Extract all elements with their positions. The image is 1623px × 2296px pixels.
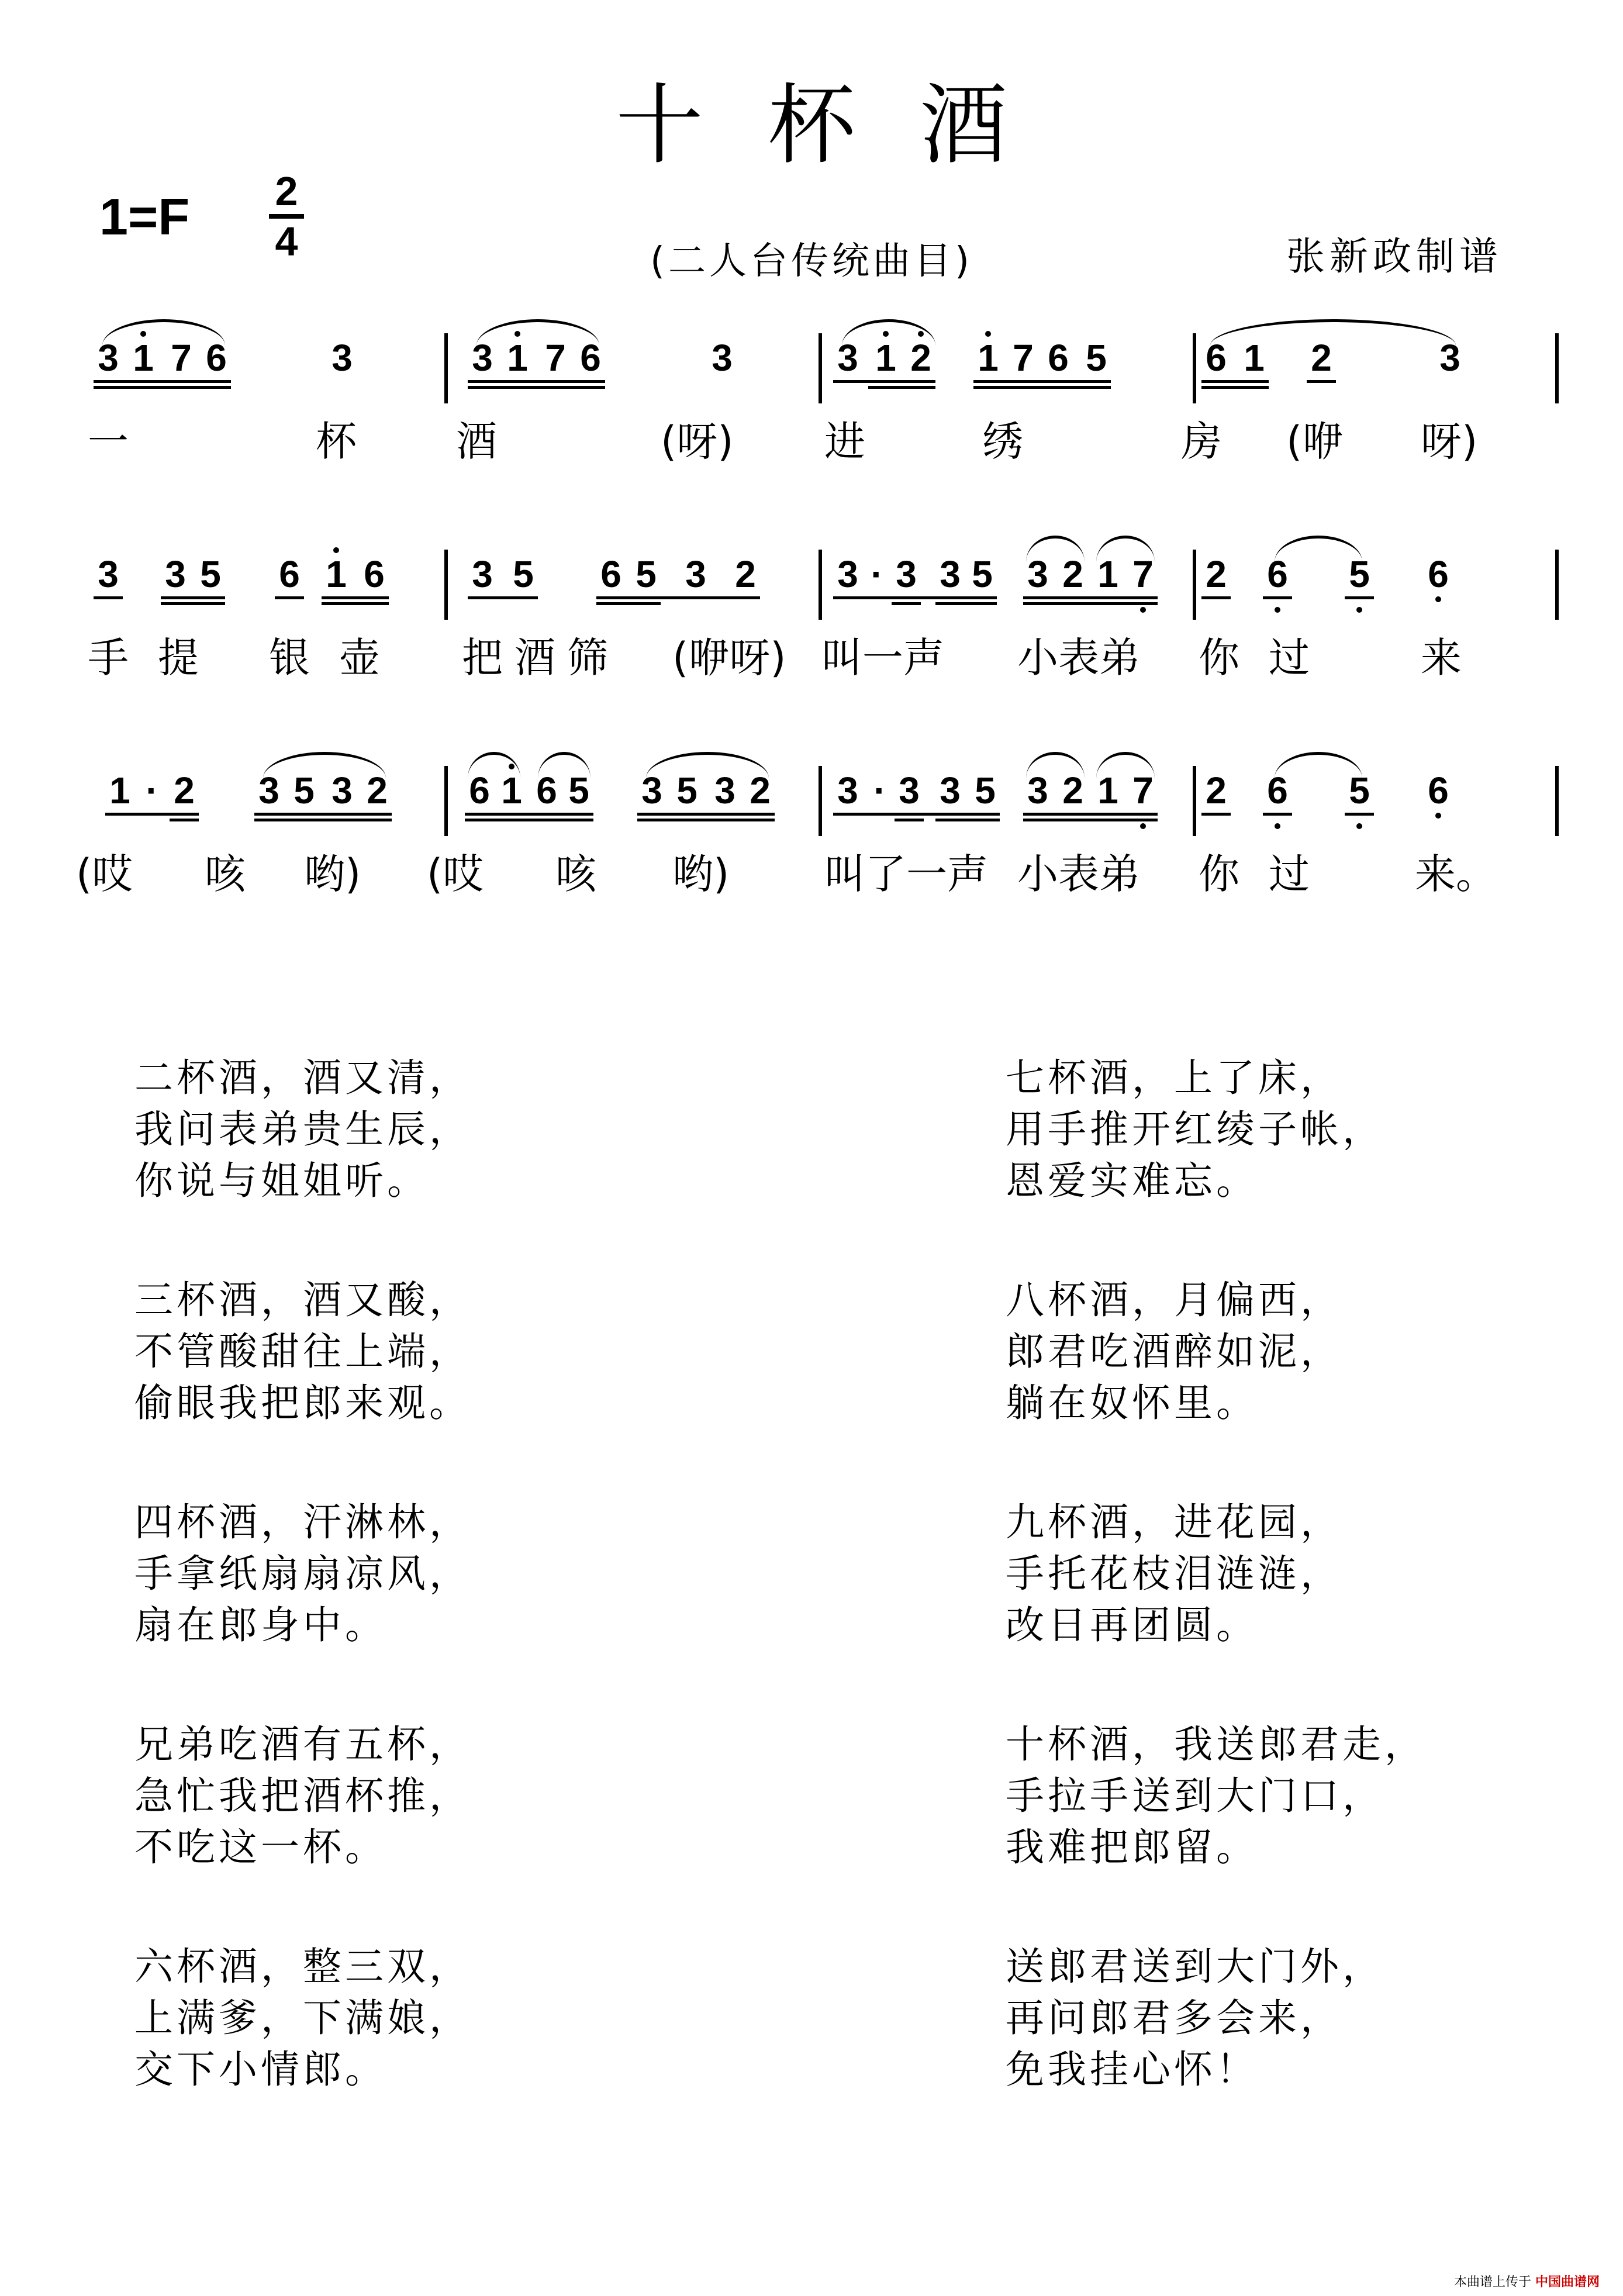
lyric: 小表弟 (1017, 634, 1140, 682)
note: 3 (940, 769, 961, 812)
beam (1263, 813, 1292, 816)
beam (637, 819, 775, 821)
note: 7 (171, 337, 192, 379)
song-title: 十杯酒 (615, 75, 1072, 177)
note: 6 (1048, 337, 1069, 379)
note: 3 (1027, 553, 1048, 595)
note: 7 (1128, 772, 1158, 809)
lyric: 叫了一声 (824, 850, 988, 898)
beam (1023, 602, 1158, 605)
note: 5 (200, 553, 221, 595)
beam (468, 380, 605, 383)
verse-line: 四杯酒，汗淋林， (134, 1500, 471, 1545)
slur (1026, 752, 1085, 778)
note: 1 (322, 555, 351, 593)
note: 1 (1097, 553, 1118, 595)
slur (468, 752, 520, 778)
notes-row (88, 532, 1561, 614)
note: 6 (469, 769, 490, 812)
notes-row (88, 316, 1561, 398)
note: 3 (837, 769, 858, 812)
beam (465, 819, 593, 821)
barline (1555, 333, 1559, 403)
beam (1201, 380, 1269, 383)
verse-left-1 (134, 1052, 471, 1207)
verse-line: 再问郎君多会来， (1006, 1995, 1342, 2040)
verse-line: 用手推开红绫子帐， (1006, 1107, 1384, 1152)
slur (1275, 536, 1362, 562)
note: 5 (568, 769, 589, 812)
slur (538, 752, 591, 778)
verse-right-1 (1006, 1052, 1384, 1207)
beam (973, 380, 1111, 383)
note: 6 (580, 337, 601, 379)
verse-left-3 (134, 1497, 471, 1651)
verse-line: 躺在奴怀里。 (1006, 1380, 1258, 1425)
note: 3 (331, 337, 353, 379)
lyric: 来 (1421, 634, 1462, 682)
verse-line: 手拿纸扇扇凉风， (134, 1551, 471, 1596)
note: 2 (1206, 769, 1227, 812)
beam (833, 813, 1000, 816)
note: 6 (1424, 555, 1453, 593)
note: 6 (1206, 337, 1227, 379)
verse-line: 我难把郎留。 (1006, 1825, 1258, 1870)
note: 3 (98, 553, 119, 595)
beam (468, 596, 538, 599)
note: 2 (1062, 769, 1083, 812)
lyric: 咳 (555, 850, 596, 898)
note: 5 (513, 553, 534, 595)
note: 5 (293, 769, 315, 812)
verse-right-5 (1006, 1941, 1384, 2095)
note: 3 (837, 337, 858, 379)
note: 5 (1086, 337, 1107, 379)
slur (102, 319, 225, 346)
slur (476, 319, 599, 346)
note: · (871, 553, 883, 595)
beam (1201, 386, 1269, 389)
lyric: 叫一声 (821, 634, 944, 682)
note: 6 (1263, 555, 1292, 593)
beam (465, 813, 593, 816)
beam (161, 596, 225, 599)
slur (1096, 536, 1155, 562)
note: 6 (600, 553, 621, 595)
lyric: 哟) (304, 850, 361, 898)
note: 1 (497, 772, 526, 809)
note: 1 (503, 339, 532, 377)
slur (1096, 752, 1155, 778)
note: 2 (735, 553, 756, 595)
note: 3 (899, 769, 920, 812)
beam (94, 596, 123, 599)
verse-line: 十杯酒，我送郎君走， (1006, 1722, 1427, 1767)
lyric: 咳 (205, 850, 246, 898)
verse-line: 八杯酒，月偏西， (1006, 1278, 1342, 1323)
beam (935, 602, 997, 605)
note: 3 (98, 337, 119, 379)
verse-line: 交下小情郎。 (134, 2047, 387, 2092)
verse-line: 七杯酒，上了床， (1006, 1055, 1342, 1100)
note: 6 (364, 553, 385, 595)
note: 3 (837, 553, 858, 595)
beam (1201, 813, 1231, 816)
note: 5 (972, 553, 993, 595)
beam (1023, 813, 1158, 816)
note: 1 (1244, 337, 1265, 379)
beam (170, 819, 199, 821)
note: 1 (129, 339, 158, 377)
beam (94, 380, 231, 383)
verse-line: 九杯酒，进花园， (1006, 1500, 1342, 1545)
note: 3 (685, 553, 706, 595)
verse-line: 不管酸甜往上端， (134, 1329, 471, 1374)
verse-line: 急忙我把酒杯推， (134, 1773, 471, 1818)
verse-line: 手拉手送到大门口， (1006, 1773, 1384, 1818)
slur (1210, 319, 1456, 346)
lyric: 小表弟 (1017, 850, 1140, 898)
lyric: 酒 (456, 417, 497, 465)
lyric: 绣 (982, 417, 1023, 465)
beam (275, 596, 304, 599)
note: 2 (750, 769, 771, 812)
verse-left-4 (134, 1719, 471, 1873)
lyric: 哟) (672, 850, 730, 898)
note: 3 (1027, 769, 1048, 812)
site-logo: 中国曲谱网 (1535, 2275, 1600, 2290)
note: 6 (536, 769, 557, 812)
lyrics-row (88, 631, 1561, 684)
lyric: 你过 (1199, 850, 1339, 898)
lyrics-row (88, 415, 1561, 468)
lyric: (呀) (661, 417, 734, 465)
key-signature: 1=F (99, 188, 190, 246)
lyric: (哎 (427, 850, 484, 898)
verse-line: 二杯酒，酒又清， (134, 1055, 471, 1100)
note: 3 (472, 337, 493, 379)
note: 3 (641, 769, 662, 812)
verse-line: 不吃这一杯。 (134, 1825, 387, 1870)
beam (637, 813, 775, 816)
note: 2 (1062, 553, 1083, 595)
note: 6 (279, 553, 300, 595)
lyric: 一 (88, 417, 129, 465)
verse-line: 三杯酒，酒又酸， (134, 1278, 471, 1323)
slur (842, 319, 935, 346)
note: 2 (906, 339, 935, 377)
beam (596, 602, 661, 605)
verse-line: 六杯酒，整三双， (134, 1944, 471, 1989)
note: 6 (1263, 772, 1292, 809)
note: 5 (676, 769, 697, 812)
beam (1345, 813, 1374, 816)
barline (444, 550, 448, 620)
lyric: 手提 (88, 634, 228, 682)
note: 7 (545, 337, 566, 379)
verse-line: 送郎君送到大门外， (1006, 1944, 1384, 1989)
note: 1 (871, 339, 900, 377)
lyric: 进 (824, 417, 865, 465)
verse-line: 手托花枝泪涟涟， (1006, 1551, 1342, 1596)
note: 2 (1311, 337, 1332, 379)
note: 5 (636, 553, 657, 595)
beam (1023, 596, 1158, 599)
lyric: 杯 (316, 417, 357, 465)
beam (833, 380, 935, 383)
beam (892, 602, 921, 605)
note: 3 (165, 553, 186, 595)
beam (1023, 819, 1158, 821)
note: 2 (367, 769, 388, 812)
verse-right-2 (1006, 1275, 1342, 1429)
lyric: (咿 (1286, 417, 1344, 465)
verse-line: 改日再团圆。 (1006, 1603, 1258, 1648)
lyric: 来。 (1415, 850, 1497, 898)
barline (1193, 550, 1196, 620)
beam (868, 386, 935, 389)
beam (935, 819, 1000, 821)
verse-left-5 (134, 1941, 471, 2095)
beam (322, 596, 389, 599)
barline (444, 766, 448, 836)
verse-line: 我问表弟贵生辰， (134, 1107, 471, 1152)
note: 3 (714, 769, 735, 812)
beam (973, 386, 1111, 389)
verse-line: 扇在郎身中。 (134, 1603, 387, 1648)
barline (819, 333, 822, 403)
note: 5 (975, 769, 996, 812)
note: 6 (1424, 772, 1453, 809)
beam (322, 602, 389, 605)
note: 3 (331, 769, 353, 812)
beam (895, 819, 924, 821)
subtitle: (二人台传统曲目) (650, 240, 973, 283)
note: 3 (258, 769, 279, 812)
verse-line: 偷眼我把郎来观。 (134, 1380, 471, 1425)
beam (1201, 596, 1231, 599)
note: 2 (174, 769, 195, 812)
note: 3 (896, 553, 917, 595)
slur (1275, 752, 1362, 778)
note: 3 (940, 553, 961, 595)
note: 5 (1345, 555, 1374, 593)
verse-line: 你说与姐姐听。 (134, 1158, 429, 1203)
slur (646, 752, 769, 778)
beam (1263, 596, 1292, 599)
beam (161, 602, 225, 605)
lyric: 房 (1181, 417, 1222, 465)
barline (1555, 550, 1559, 620)
note: 2 (1206, 553, 1227, 595)
lyric: 把酒筛 (462, 634, 620, 682)
beam (596, 596, 760, 599)
author: 张新政制谱 (1286, 234, 1503, 279)
time-signature-bottom: 4 (275, 219, 298, 264)
barline (819, 550, 822, 620)
lyric: 你过 (1199, 634, 1339, 682)
note: 5 (1345, 772, 1374, 809)
lyric: 呀) (1421, 417, 1478, 465)
note: 1 (973, 339, 1003, 377)
time-signature-top: 2 (275, 168, 298, 214)
footer-text: 本曲谱上传于 (1453, 2275, 1531, 2290)
note: 6 (206, 337, 227, 379)
note: 3 (712, 337, 733, 379)
time-signature-bar (269, 214, 304, 219)
beam (1345, 596, 1374, 599)
verse-line: 上满爹，下满娘， (134, 1995, 471, 2040)
note: 7 (1128, 555, 1158, 593)
note: · (873, 769, 886, 812)
note: · (146, 769, 158, 812)
note: 3 (472, 553, 493, 595)
beam (254, 819, 392, 821)
verse-right-4 (1006, 1719, 1427, 1873)
note: 1 (109, 769, 130, 812)
note: 1 (1097, 769, 1118, 812)
verse-line: 兄弟吃酒有五杯， (134, 1722, 471, 1767)
beam (468, 386, 605, 389)
lyrics-row (76, 848, 1561, 900)
lyric: (哎 (76, 850, 133, 898)
footer-watermark (1454, 2272, 1600, 2290)
verse-line: 恩爱实难忘。 (1006, 1158, 1258, 1203)
lyric: 银壶 (269, 634, 409, 682)
barline (444, 333, 448, 403)
barline (1193, 333, 1196, 403)
beam (833, 596, 997, 599)
barline (1555, 766, 1559, 836)
barline (819, 766, 822, 836)
slur (1026, 536, 1085, 562)
beam (105, 813, 199, 816)
beam (254, 813, 392, 816)
barline (1193, 766, 1196, 836)
verse-line: 免我挂心怀！ (1006, 2047, 1258, 2092)
note: 7 (1013, 337, 1034, 379)
verse-right-3 (1006, 1497, 1342, 1651)
beam (94, 386, 231, 389)
verse-left-2 (134, 1275, 471, 1429)
notes-row (88, 748, 1561, 830)
verse-line: 郎君吃酒醉如泥， (1006, 1329, 1342, 1374)
note: 3 (1439, 337, 1460, 379)
lyric: (咿呀) (672, 634, 786, 682)
beam (1307, 380, 1336, 383)
slur (263, 752, 386, 778)
